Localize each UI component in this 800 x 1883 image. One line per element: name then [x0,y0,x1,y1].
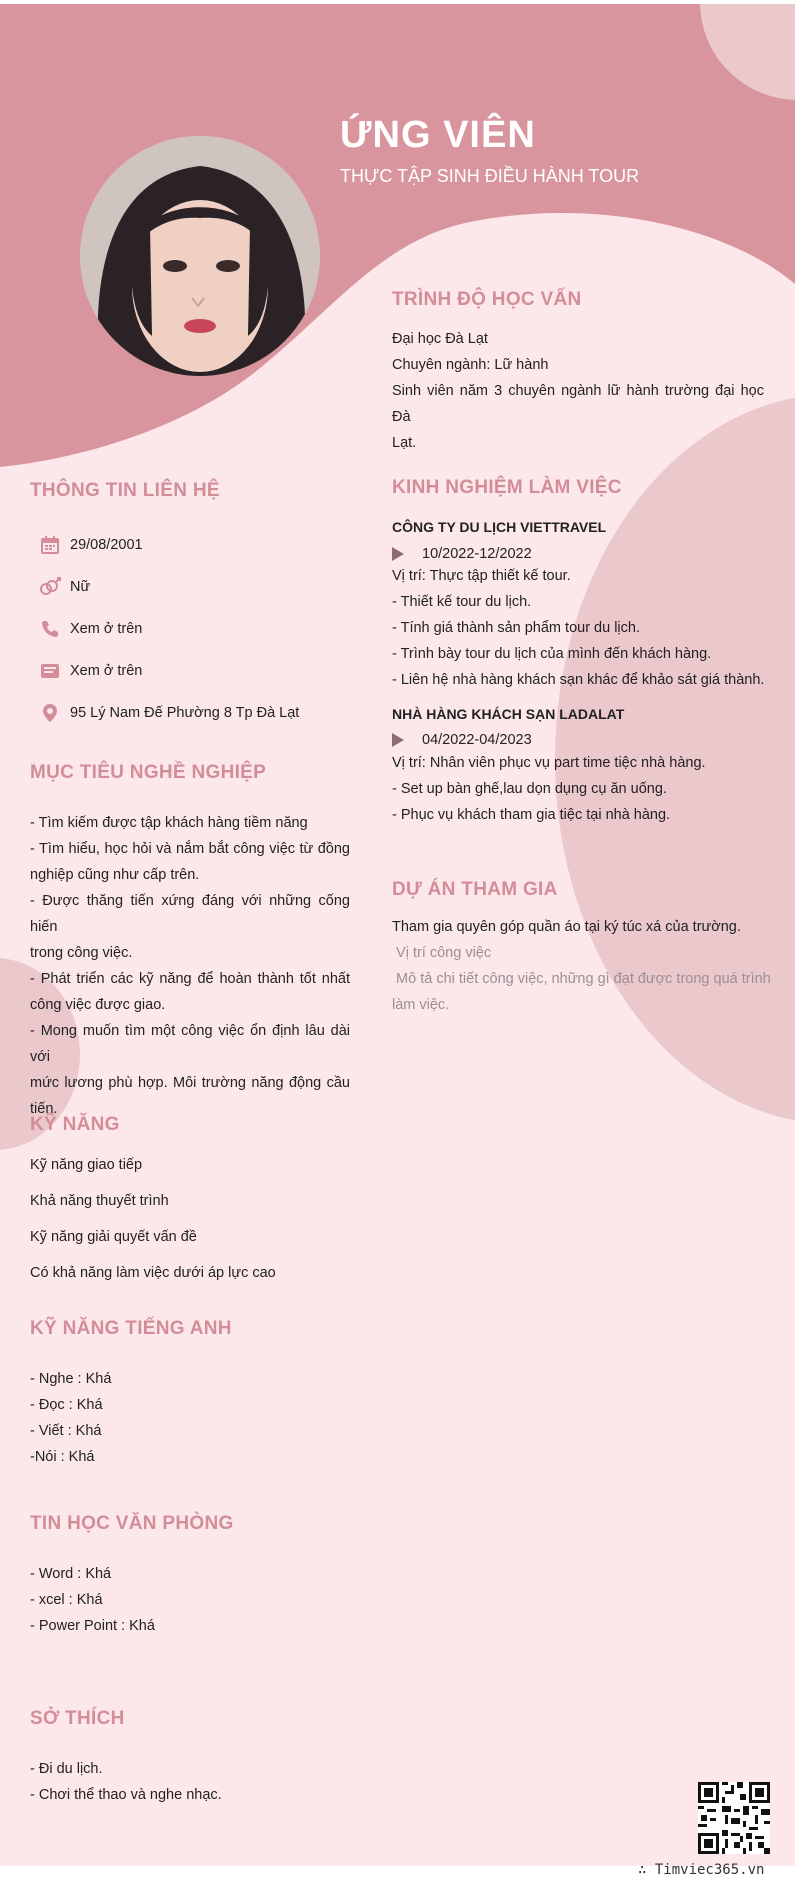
avatar [80,136,320,376]
english-heading: KỸ NĂNG TIẾNG ANH [30,1318,232,1339]
english-item: - Nghe : Khá [30,1371,112,1387]
skills-list [30,1147,276,1291]
job-details [392,563,764,693]
job-period: 04/2022-04/2023 [422,732,532,748]
gender-value: Nữ [70,579,91,595]
job-line: Vị trí: Nhân viên phục vụ part time tiệc nhà hàng. [392,755,706,771]
job-line: - Phục vụ khách tham gia tiệc tại nhà hàng. [392,807,671,823]
job-company: CÔNG TY DU LỊCH VIETTRAVEL [392,519,607,535]
job-line: - Liên hệ nhà hàng khách sạn khác để khảo sát giá thành. [392,672,765,688]
objective-line: - Phát triển các kỹ năng để hoàn thành tốt nhất [30,971,350,987]
skill-item: Có khả năng làm việc dưới áp lực cao [30,1265,276,1281]
cv-page [0,4,795,1866]
job-company: NHÀ HÀNG KHÁCH SẠN LADALAT [392,706,625,722]
birthday-value: 29/08/2001 [70,537,143,553]
education-major: Chuyên ngành: Lữ hành [392,357,549,373]
skill-item: Khả năng thuyết trình [30,1193,169,1209]
objective-line: mức lương phù hợp. Môi trường năng động cầu [30,1075,350,1091]
candidate-position: THỰC TẬP SINH ĐIỀU HÀNH TOUR [340,166,640,186]
english-item: -Nói : Khá [30,1449,95,1465]
job-details [392,750,706,828]
calendar-icon [38,533,62,557]
qr-code [698,1782,770,1854]
project-desc: làm việc. [392,997,450,1013]
candidate-name: ỨNG VIÊN [340,114,536,156]
skills-heading: KỸ NĂNG [30,1114,120,1135]
phone-icon [38,617,62,641]
email-icon [38,659,62,683]
location-icon [38,701,62,725]
objective-line: tiến. [30,1101,58,1117]
office-item: - Power Point : Khá [30,1618,155,1634]
english-item: - Đọc : Khá [30,1397,103,1413]
education-school: Đại học Đà Lạt [392,331,488,347]
job-period: 10/2022-12/2022 [422,546,532,562]
objective-line: công việc được giao. [30,997,166,1013]
job-line: Vị trí: Thực tập thiết kế tour. [392,568,571,584]
english-list [30,1366,111,1470]
contact-email [38,659,142,683]
education-heading: TRÌNH ĐỘ HỌC VẤN [392,289,582,310]
objective-line: - Tìm kiếm được tập khách hàng tiềm năng [30,815,308,831]
phone-value: Xem ở trên [70,621,143,637]
hobby-item: - Đi du lịch. [30,1761,103,1777]
project-role: Vị trí công việc [392,945,492,961]
project-desc: Mô tả chi tiết công việc, những gì đạt được trong quá trình [392,971,771,987]
contact-phone [38,617,142,641]
office-item: - Word : Khá [30,1566,112,1582]
contact-birthday [38,533,143,557]
job-line: - Set up bàn ghế,lau dọn dụng cụ ăn uống. [392,781,667,797]
projects-body [392,914,771,1018]
triangle-bullet-icon [392,547,404,561]
objective-line: - Tìm hiểu, học hỏi và nắm bắt công việc từ đồng [30,841,350,857]
job-line: - Thiết kế tour du lịch. [392,594,532,610]
job-line: - Trình bày tour du lịch của mình đến khách hàng. [392,646,712,662]
contact-address [38,701,299,725]
experience-heading: KINH NGHIỆM LÀM VIỆC [392,477,622,498]
education-body [392,326,764,456]
job-line: - Tính giá thành sản phẩm tour du lịch. [392,620,640,636]
objective-line: - Được thăng tiến xứng đáng với những cống hiến [30,893,350,935]
hobbies-list [30,1756,222,1808]
contact-gender [38,575,90,599]
portrait-illustration [80,136,320,376]
email-value: Xem ở trên [70,663,143,679]
office-item: - xcel : Khá [30,1592,103,1608]
qr-code-icon [698,1782,770,1854]
office-list [30,1561,155,1639]
skill-item: Kỹ năng giao tiếp [30,1157,143,1173]
education-desc: Lạt. [392,435,417,451]
project-title: Tham gia quyên góp quần áo tại ký túc xá của trường. [392,919,741,935]
english-item: - Viết : Khá [30,1423,102,1439]
office-heading: TIN HỌC VĂN PHÒNG [30,1513,234,1534]
address-value: 95 Lý Nam Đế Phường 8 Tp Đà Lạt [70,705,300,721]
objective-line: - Mong muốn tìm một công việc ổn định lâu dài với [30,1023,350,1065]
triangle-bullet-icon [392,733,404,747]
objective-line: trong công việc. [30,945,133,961]
education-desc: Sinh viên năm 3 chuyên ngành lữ hành trường đại học Đà [392,383,764,425]
projects-heading: DỰ ÁN THAM GIA [392,879,558,900]
footer-brand: ∴ Timviec365.vn [638,1862,765,1878]
objective-line: nghiệp cũng như cấp trên. [30,867,200,883]
hobby-item: - Chơi thể thao và nghe nhạc. [30,1787,222,1803]
hobbies-heading: SỞ THÍCH [30,1708,125,1729]
gender-icon [38,575,62,599]
objective-text [30,810,350,1122]
skill-item: Kỹ năng giải quyết vấn đề [30,1229,197,1245]
contact-heading: THÔNG TIN LIÊN HỆ [30,480,220,501]
objective-heading: MỤC TIÊU NGHỀ NGHIỆP [30,762,267,783]
